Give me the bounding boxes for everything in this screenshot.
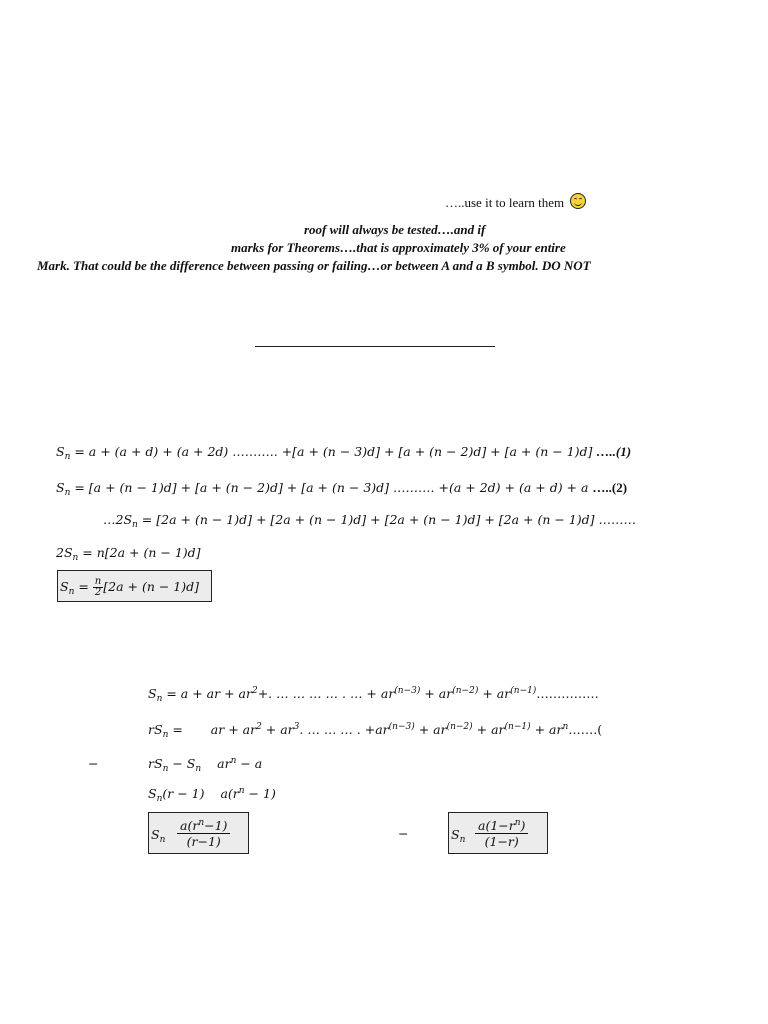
geom-equation-1: $S_n = a$ + ar + $ar^2+$. … … … … . … + $ar^{(n-3)} + ar^{(n-2)}$ + $ar^{(n-1)}\dots\dots\dots\dots\dots$: [148, 686, 599, 704]
geom-equation-4: $S_n(r - 1) a(r^n - 1)$: [148, 786, 276, 804]
arith-equation-4: $2S_n = n[2a + (n - 1)d]$: [56, 545, 201, 563]
intro-line: [445, 193, 586, 211]
geom-equation-2: $rS_n$ = ar + $ar^2 + ar^3$. … … … . $+ar^{(n-3)} + ar^{(n-2)} + ar^{(n-1)}$ + $ar^n\dots\dots$.(: [148, 722, 603, 740]
arith-equation-2: $S_n = [a + (n - 1)d] + [a + (n - 2)d] + [a + (n - 3)d]$ ………. +(a + 2d) + (a + d) + a …..(2): [56, 480, 628, 498]
intro-text: …..use it to learn them: [445, 195, 565, 210]
arith-equation-3: $\dots 2S_n = [2a + (n - 1)d] + [2a + (n - 1)d] + [2a + (n - 1)d] + [2a + (n - 1)d]$ ………: [103, 512, 637, 530]
equation-tag-2: …..(2): [592, 480, 628, 495]
notice-line-1: roof will always be tested….and if: [304, 222, 486, 237]
notice-line-3: Mark. That could be the difference between passing or failing…or between A and a B symbol. DO NOT: [37, 258, 591, 273]
smiling-face-icon: [570, 193, 586, 209]
divider-line: [255, 346, 495, 347]
arith-equation-1: $S_n = a + (a + d) + (a + 2d)$ ……….. +[a + (n − 3)d] + [a + (n − 2)d] + [a + (n − 1)d] …..(1): [56, 444, 632, 462]
minus-sign: −: [88, 756, 99, 771]
arith-sum-formula-box: $S_n$ = $\frac{n}{2}$ [2a + (n − 1)d]: [57, 570, 212, 602]
geom-sum-formula-box-2: $S_n$ $\frac{a(1-r^n)}{(1-r)}$: [448, 812, 548, 854]
geom-equation-3: $rS_n - S_n$ $ar^n - a$: [148, 756, 263, 774]
geom-sum-formula-box-1: $S_n$ $\frac{a(r^n-1)}{(r-1)}$: [148, 812, 249, 854]
notice-line-2: marks for Theorems….that is approximately 3% of your entire: [231, 240, 566, 255]
equation-tag-1: …..(1): [596, 444, 632, 459]
or-separator: −: [398, 826, 409, 841]
